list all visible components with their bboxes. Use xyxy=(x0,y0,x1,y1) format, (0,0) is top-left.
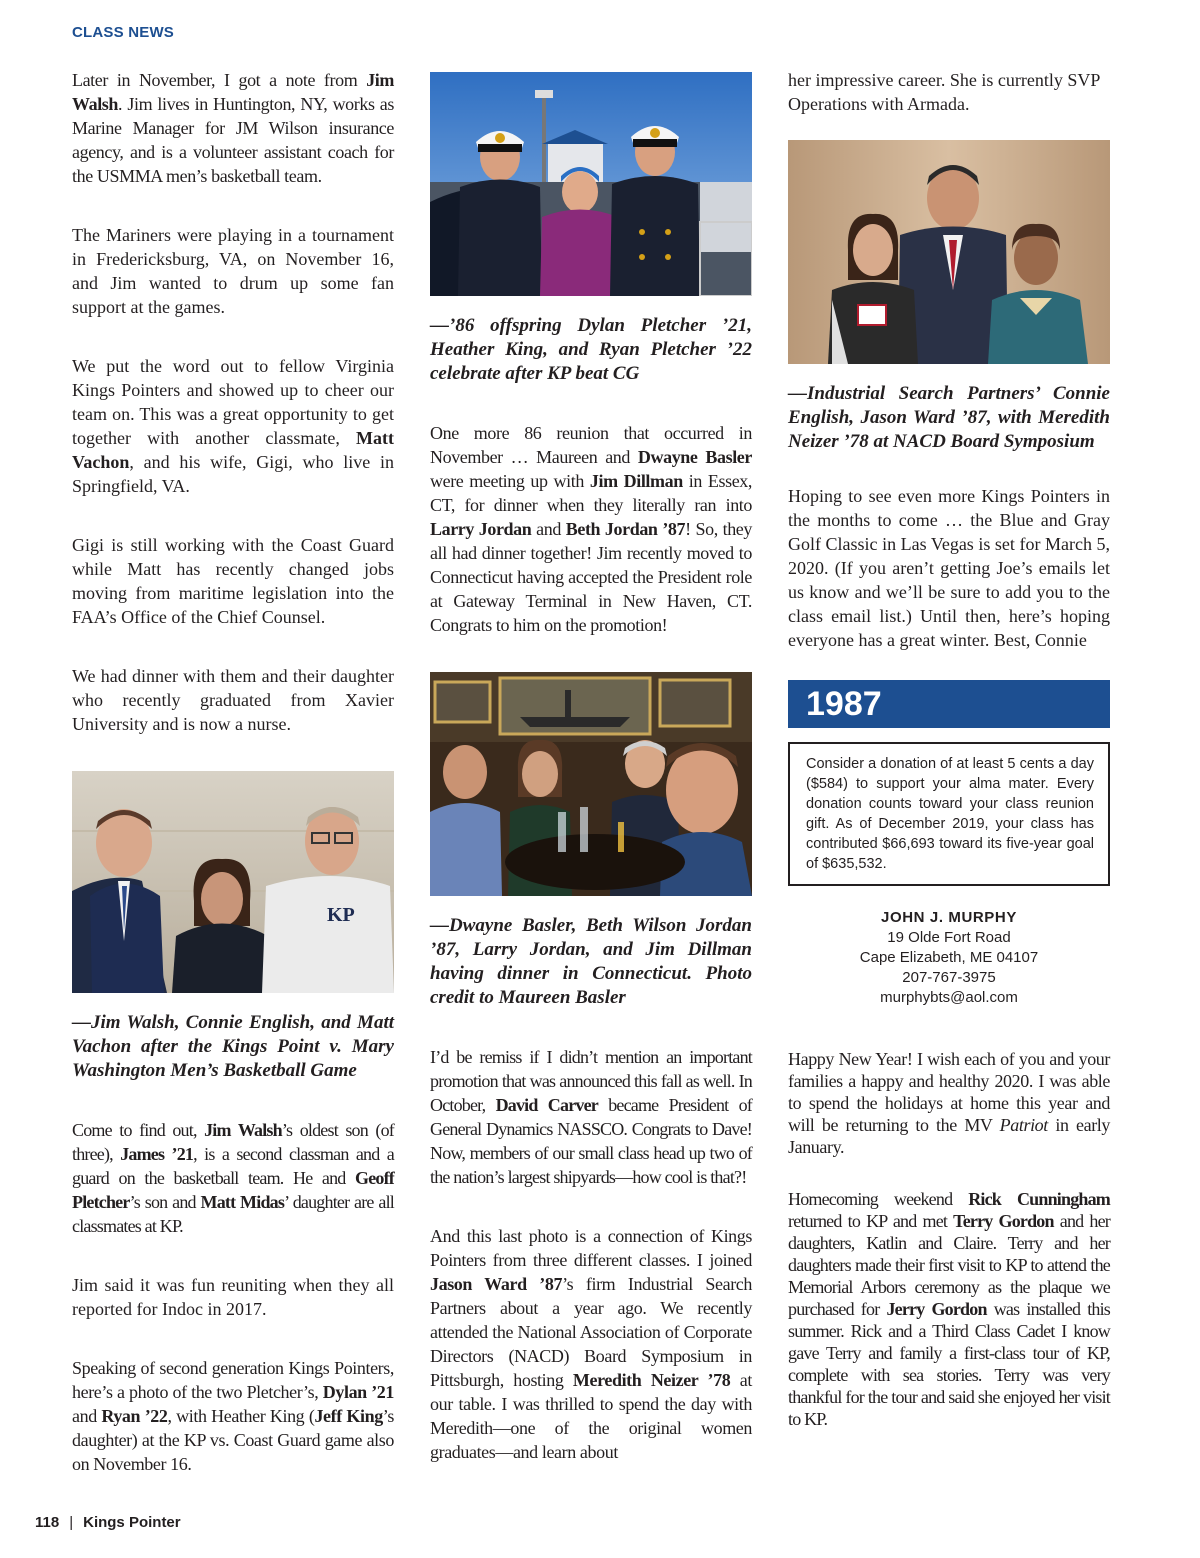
paragraph: Speaking of second generation Kings Pointers, here’s a photo of the two Pletcher’s, Dylan ’21 and Ryan ’22, with Heather King (Jeff King’s daughter) at the KP vs. Coast Guard game also on November 16. xyxy=(72,1358,395,1474)
page-number: 118 xyxy=(35,1514,60,1531)
paragraph: One more 86 reunion that occurred in November … Maureen and Dwayne Basler were meeting up with Jim Dillman in Essex, CT, for dinner when they literally ran into Larry Jordan and Beth Jordan ’87! So, they all had dinner together! Jim recently moved to Connecticut having accepted the President role at Gateway Terminal in New Haven, CT. Congrats to him on the promotion! xyxy=(430,423,752,635)
photo-image xyxy=(430,672,752,896)
photo-caption: —’86 offspring Dylan Pletcher ’21, Heather King, and Ryan Pletcher ’22 celebrate after KP beat CG xyxy=(430,315,752,384)
photo-image xyxy=(788,140,1110,364)
paragraph: her impressive career. She is currently SVP Operations with Armada. xyxy=(788,70,1100,114)
class-contact xyxy=(788,908,1110,1008)
svg-text:KP: KP xyxy=(327,904,355,926)
contact-phone: 207-767-3975 xyxy=(902,969,996,986)
paragraph: Hoping to see even more Kings Pointers in the months to come … the Blue and Gray Golf Classic in Las Vegas is set for March 5, 2020. (If you aren’t getting Joe’s emails let us know and we’ll be sure to add you to the class email list.) Until then, here’s hoping everyone has a great winter. Best, Connie xyxy=(788,486,1110,650)
donation-box: Consider a donation of at least 5 cents a day ($584) to support your alma mater. Every donation counts toward your class reunion gift. As of December 2019, your class has contributed $66,693 toward its five-year goal of $635,532. xyxy=(788,742,1110,886)
photo-caption: —Jim Walsh, Connie English, and Matt Vachon after the Kings Point v. Mary Washington Men’s Basketball Game xyxy=(72,1012,394,1081)
photo-kp-vs-cg xyxy=(430,72,752,296)
photo-image xyxy=(72,771,394,993)
contact-street: 19 Olde Fort Road xyxy=(887,929,1011,946)
paragraph: Homecoming weekend Rick Cunningham returned to KP and met Terry Gordon and her daughters, Katlin and Claire. Terry and her daughters made their first visit to KP to attend the Memorial Arbors ceremony as the plaque we purchased for Jerry Gordon was installed this summer. Rick and a Third Class Cadet I know gave Terry and family a first-class tour of KP, complete with sea stories. Terry was very thankful for the tour and said she enjoyed her visit to KP. xyxy=(788,1189,1111,1429)
contact-email[interactable]: murphybts@aol.com xyxy=(880,989,1018,1006)
paragraph: Jim said it was fun reuniting when they all reported for Indoc in 2017. xyxy=(72,1275,394,1319)
column-1 xyxy=(72,68,394,1511)
photo-image xyxy=(430,72,752,296)
paragraph: Happy New Year! I wish each of you and your families a happy and healthy 2020. I was able to spend the holidays at home this year and will be returning to the MV Patriot in early January. xyxy=(788,1049,1110,1157)
paragraph: We had dinner with them and their daughter who recently graduated from Xavier University and is now a nurse. xyxy=(72,666,394,734)
magazine-title: Kings Pointer xyxy=(83,1514,181,1531)
photo-basketball-game xyxy=(72,771,394,993)
photo-nacd-symposium xyxy=(788,140,1110,364)
photo-caption: —Industrial Search Partners’ Connie English, Jason Ward ’87, with Meredith Neizer ’78 at NACD Board Symposium xyxy=(788,383,1110,452)
paragraph: Later in November, I got a note from Jim Walsh. Jim lives in Huntington, NY, works as Marine Manager for JM Wilson insurance agency, and is a volunteer assistant coach for the USMMA men’s basketball team. xyxy=(72,70,394,186)
paragraph: Come to find out, Jim Walsh’s oldest son (of three), James ’21, is a second classman and a guard on the basketball team. He and Geoff Pletcher’s son and Matt Midas’ daughter are all classmates at KP. xyxy=(72,1120,394,1236)
section-label: CLASS NEWS xyxy=(72,24,175,41)
paragraph: I’d be remiss if I didn’t mention an important promotion that was announced this fall as well. In October, David Carver became President of General Dynamics NASSCO. Congrats to Dave! Now, members of our small class head up two of the nation’s largest shipyards—how cool is that?! xyxy=(430,1047,752,1187)
column-2 xyxy=(430,68,752,1499)
contact-city: Cape Elizabeth, ME 04107 xyxy=(859,949,1039,966)
footer-separator: | xyxy=(69,1514,74,1531)
photo-dinner-connecticut xyxy=(430,672,752,896)
column-3 xyxy=(788,68,1110,1460)
class-year-banner: 1987 xyxy=(788,680,1110,728)
page-footer xyxy=(35,1514,181,1531)
contact-name: JOHN J. MURPHY xyxy=(881,909,1017,926)
paragraph: And this last photo is a connection of Kings Pointers from three different classes. I joined Jason Ward ’87’s firm Industrial Search Partners about a year ago. We recently attended the National Association of Corporate Directors (NACD) Board Symposium in Pittsburgh, hosting Meredith Neizer ’78 at our table. I was thrilled to spend the day with Meredith—one of the original women graduates—and learn about xyxy=(430,1226,752,1462)
paragraph: Gigi is still working with the Coast Guard while Matt has recently changed jobs moving from maritime legislation into the FAA’s Office of the Chief Counsel. xyxy=(72,535,394,627)
paragraph: The Mariners were playing in a tournament in Fredericksburg, VA, on November 16, and Jim wanted to drum up some fan support at the games. xyxy=(72,225,394,317)
photo-caption: —Dwayne Basler, Beth Wilson Jordan ’87, Larry Jordan, and Jim Dillman having dinner in Connecticut. Photo credit to Maureen Basler xyxy=(430,915,752,1008)
paragraph: We put the word out to fellow Virginia Kings Pointers and showed up to cheer our team on. This was a great opportunity to get together with another classmate, Matt Vachon, and his wife, Gigi, who live in Springfield, VA. xyxy=(72,356,394,496)
